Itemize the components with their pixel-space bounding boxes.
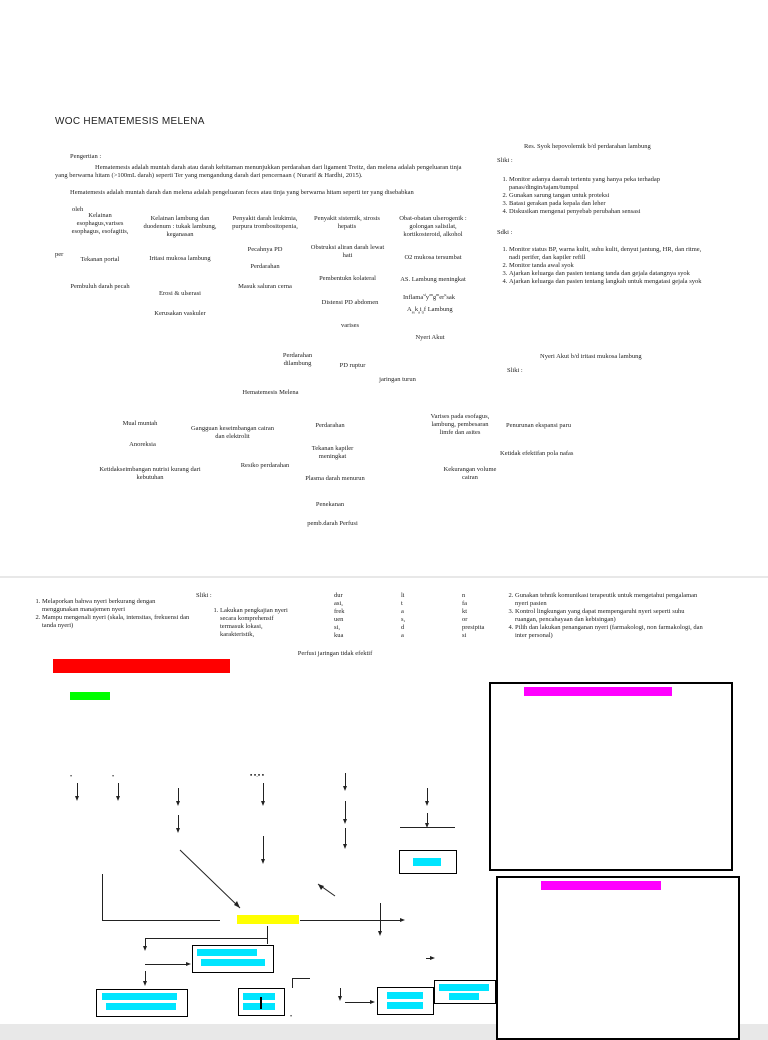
as-lambung: AS. Lambung meningkat: [400, 276, 466, 283]
cause-penyakit-sistemik: Penyakit sistemik, sirosis hepatis: [314, 215, 380, 230]
pecahnya-pd: Pecahnya PD: [247, 246, 283, 253]
cyan-highlight-bar: [106, 1003, 176, 1010]
jaringan-turun: jaringan turun: [379, 376, 416, 383]
list-item: 1. Lakukan pengkajian nyeri secara komprehensif termasuk lokasi, karakteristik,: [220, 607, 298, 639]
list-item: 4. Diskusikan mengenai penyebab perubahan sensasi: [509, 208, 697, 216]
fragment-column-2: li t a s, d a: [401, 592, 406, 639]
list-item: 3. Kontrol lingkungan yang dapat mempengaruhi nyeri seperti suhu ruangan, pencahayaan dan kebisingan): [515, 608, 703, 624]
diagram-box-bottom-left: [96, 989, 188, 1017]
faint-label: ▪ ▪.▪ ▪: [250, 772, 265, 779]
cyan-highlight-bar: [439, 984, 489, 991]
anoreksia: Anoreksia: [129, 441, 156, 448]
pemb-darah-perfusi: pemb.darah Perfusi: [307, 520, 358, 527]
flow-line: [300, 920, 400, 921]
list-item: 3. Ajarkan keluarga dan pasien tentang tanda dan gejala datangnya syok: [509, 270, 702, 278]
list-item: 1. Monitor adanya daerah tertentu yang hanya peka terhadap panas/dingin/tajam/tumpul: [509, 176, 697, 192]
lambung-label: $A_{ss}k_ai_{ti}f$ Lambung: [407, 306, 453, 315]
sliki-label-3: Sliki :: [196, 592, 212, 599]
list-item: 1. Melaporkan bahwa nyeri berkurang dengan menggunakan manajemen nyeri: [42, 598, 190, 614]
list-item: 2. Gunakan tehnik komunikasi terapeutik untuk mengetahui pengalaman nyeri pasien: [515, 592, 703, 608]
perfusi-jaringan-label: Perfusi jaringan tidak efektif: [297, 650, 373, 657]
list-item: 1. Monitor status BP, warna kulit, suhu kulit, denyut jantung, HR, dan ritme, nadi perifer, dan kapiler refill: [509, 246, 702, 262]
oleh-label: oleh: [72, 206, 84, 213]
kekurangan-volume: Kekurangan volume cairan: [443, 466, 497, 481]
cause-lambung: Kelainan lambung dan duodenum : tukak lambung, keganasan: [143, 215, 217, 238]
sdki-list: [497, 246, 702, 286]
cyan-highlight-bar: [243, 1003, 275, 1010]
flow-line: [267, 926, 268, 938]
arrow-down-icon: [378, 931, 382, 936]
flow-line: [102, 920, 220, 921]
yellow-highlight-bar: [237, 915, 299, 924]
list-item: 4. Ajarkan keluarga dan pasien tentang langkah untuk mengatasi gejala syok: [509, 278, 702, 286]
arrow-down-icon: [338, 996, 342, 1001]
res-syok-title: Res. Syok hepovolemik b/d perdarahan lambung: [524, 143, 651, 150]
sliki-label-1: Sliki :: [497, 157, 513, 164]
flow-line: [345, 1002, 370, 1003]
diagram-box-bottom-middle: [238, 988, 285, 1016]
cyan-highlight-bar: [201, 959, 265, 966]
connector-line: [180, 850, 240, 908]
arrow-down-icon: [143, 981, 147, 986]
perdarahan-dilambung: Perdarahan dilambung: [282, 352, 313, 367]
erosi-ulserasi: Erosi & ulserasi: [159, 290, 201, 297]
nyeri-akut-label: Nyeri Akut: [415, 334, 445, 341]
flow-line: [145, 964, 187, 965]
dot-marker: •: [70, 774, 73, 780]
pembuluh-darah-pecah: Pembuluh darah pecah: [70, 283, 130, 290]
fragment-column-3: n fa kt or presipita si: [462, 592, 485, 639]
cause-penyakit-darah: Penyakit darah leukimia, purpura trombositopenia,: [232, 215, 298, 230]
diagram-box-middle: [192, 945, 274, 973]
mual-muntah: Mual muntah: [122, 420, 158, 427]
list-item: 3. Batasi gerakan pada kepala dan leher: [509, 200, 697, 208]
hematemesis-melena-node: Hematemesis Melena: [242, 389, 299, 396]
nyeri-akut-title: Nyeri Akut b/d iritasi mukosa lambung: [540, 353, 642, 360]
pd-ruptur: PD ruptur: [339, 362, 366, 369]
flow-line: [145, 938, 267, 939]
cyan-highlight-bar: [387, 992, 423, 999]
cause-esophagus: Kelainan esophagus,varises esophagus, esofagitis,: [71, 212, 129, 235]
masuk-saluran-cerna: Masuk saluran cerna: [238, 283, 292, 290]
arrow-head-icon: [234, 901, 240, 908]
tekanan-kapiler: Tekanan kapiler meningkat: [311, 445, 354, 460]
cyan-highlight-bar: [243, 993, 275, 1000]
plasma-darah: Plasma darah menurun: [305, 475, 365, 482]
cyan-highlight-bar: [387, 1002, 423, 1009]
dot-marker: •: [290, 1014, 293, 1020]
flow-line: [380, 903, 381, 933]
pengertian-label: Pengertian :: [70, 153, 102, 160]
perdarahan-col3: Perdarahan: [250, 263, 280, 270]
penurunan-ekspansi: Penurunan ekspansi paru: [506, 422, 571, 429]
inflamasi-label: $Inflama^{si}y^{an}g^mer^usak$: [403, 292, 456, 302]
tekanan-portal: Tekanan portal: [80, 256, 120, 263]
diagram-box-bottom-right-small: [377, 987, 434, 1015]
iritasi-mukosa: Iritasi mukosa lambung: [149, 255, 211, 262]
list-item: 4. Pilih dan lakukan penanganan nyeri (farmakologi, non farmakologi, dan inter personal): [515, 624, 703, 640]
sdki-label: Sdki :: [497, 229, 513, 236]
arrow-right-icon: [400, 918, 405, 922]
diagonal-connectors: [0, 578, 768, 1024]
dot-marker: •: [112, 774, 115, 780]
varises-esofagus: Varises pada esofagus, lambung, pembesaran limfe dan asites: [430, 413, 490, 436]
cause-obat: Obat-obatan ulserogenik : golongan salisilat, kortikosteroid, alkohol: [399, 215, 467, 238]
penekanan: Penekanan: [315, 501, 345, 508]
divider: [260, 997, 262, 1009]
perdarahan-lower: Perdarahan: [315, 422, 345, 429]
cyan-highlight-bar: [197, 949, 257, 956]
per-label: per: [55, 251, 64, 258]
definition-paragraph-2: Hematemesis adalah muntah darah dan melena adalah pengeluaran feces atau tinja yang berwarna hitam seperti ter yang disebabkan: [70, 189, 414, 196]
list-item: 2. Mampu mengenali nyeri (skala, intensitas, frekuensi dan tanda nyeri): [42, 614, 190, 630]
ketidakseimbangan-nutrisi: Ketidakseimbangan nutrisi kurang dari kebutuhan: [99, 466, 201, 481]
document-page-2: [0, 578, 768, 1024]
definition-paragraph-1: Hematemesis adalah muntah darah atau darah kehitaman menunjukkan perdarahan dari ligament Treitz, dan melena adalah pengeluaran tinja yang berwarna hitam (>100mL darah) seperti Ter yang mengandung darah dari pencernaan ( Nurarif & Hardhi, 2015).: [55, 164, 462, 179]
ketidak-efektifan-pola-nafas: Ketidak efektifan pola nafas: [500, 450, 574, 457]
resiko-perdarahan: Resiko perdarahan: [240, 462, 290, 469]
kerusakan-vaskuler: Kerusakan vaskuler: [154, 310, 206, 317]
list-item: 2. Monitor tanda awal syok: [509, 262, 702, 270]
distensi-pd: Distensi PD abdomen: [321, 299, 379, 306]
cyan-highlight-bar: [102, 993, 177, 1000]
obstruksi-aliran: Obstruksi aliran darah lewat hati: [310, 244, 385, 259]
flow-line: [267, 938, 268, 944]
arrow-down-icon: [143, 946, 147, 951]
diagram-box-bottom-far-right: [434, 980, 496, 1004]
page-title: WOC HEMATEMESIS MELENA: [55, 116, 205, 127]
arrow-head-icon: [318, 884, 324, 890]
arrow-right-icon: [186, 962, 191, 966]
sliki-label-2: Sliki :: [507, 367, 523, 374]
list-item: 2. Gunakan sarung tangan untuk proteksi: [509, 192, 697, 200]
gangguan-keseimbangan: Gangguan keseimbangan cairan dan elektrolit: [190, 425, 275, 440]
varises-label: varises: [340, 322, 360, 329]
sliki-list-1: [497, 176, 697, 216]
flow-line: [292, 978, 293, 988]
pembentukan-kolateral: Pembentukn kolateral: [319, 275, 376, 282]
fragment-column-1: dur asi, frek uen si, kua: [334, 592, 345, 639]
flow-line: [426, 958, 431, 959]
o2-mukosa: O2 mukosa tersumbat: [404, 254, 462, 261]
flow-line: [292, 978, 310, 979]
arrow-right-icon: [370, 1000, 375, 1004]
cyan-highlight-bar: [449, 993, 479, 1000]
flow-line: [102, 874, 103, 920]
